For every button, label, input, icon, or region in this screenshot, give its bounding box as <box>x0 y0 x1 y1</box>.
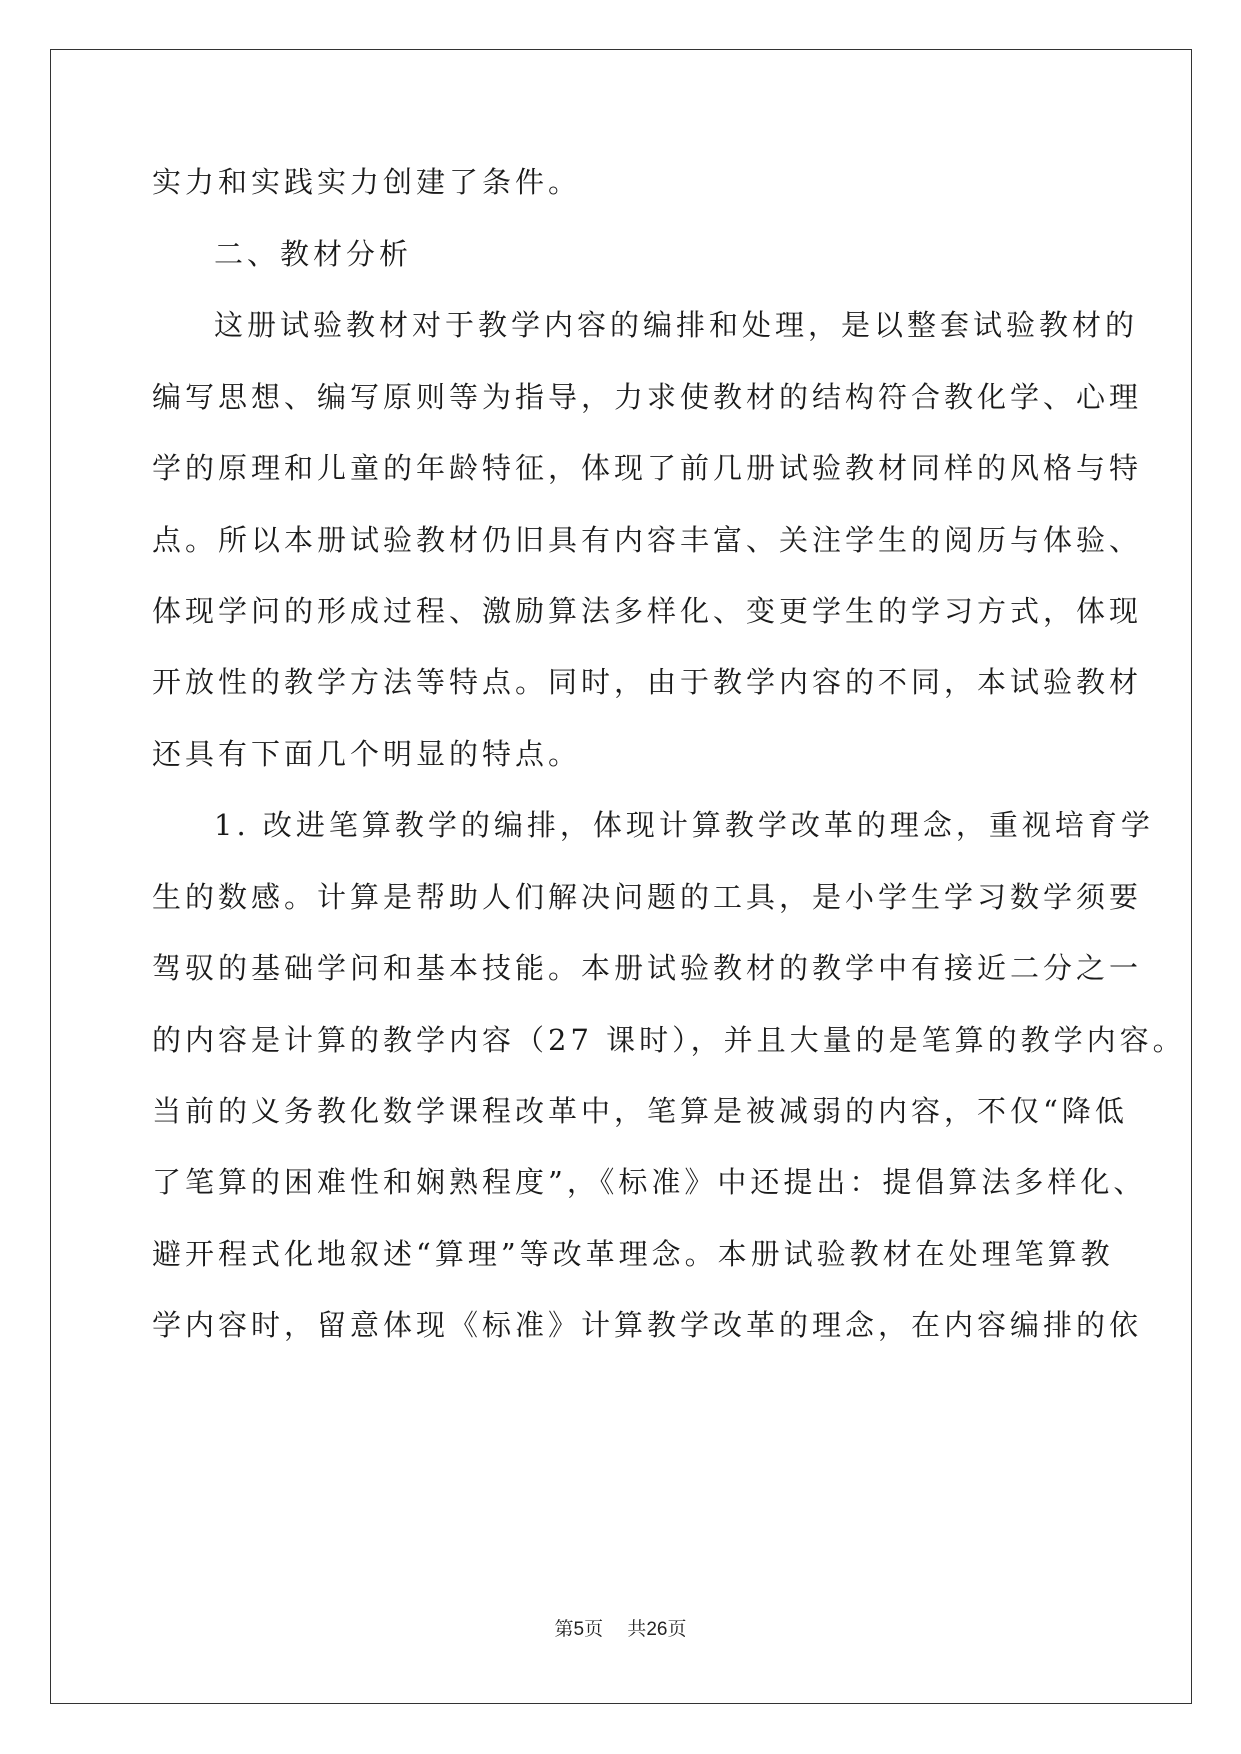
total-pages: 26 <box>646 1619 668 1640</box>
page-number: 5 <box>573 1619 585 1640</box>
text-line: 学内容时，留意体现《标准》计算教学改革的理念，在内容编排的依 <box>152 1308 1143 1342</box>
text-line: 学的原理和儿童的年龄特征，体现了前几册试验教材同样的风格与特 <box>152 451 1143 485</box>
text-line: 编写思想、编写原则等为指导，力求使教材的结构符合教化学、心理 <box>152 380 1143 414</box>
text-line: 生的数感。计算是帮助人们解决问题的工具，是小学生学习数学须要 <box>152 880 1143 914</box>
text-line: 实力和实践实力创建了条件。 <box>152 165 582 199</box>
footer-prefix: 第 <box>554 1618 574 1640</box>
footer-total-suffix: 页 <box>667 1618 687 1640</box>
text-line: 体现学问的形成过程、激励算法多样化、变更学生的学习方式，体现 <box>152 594 1143 628</box>
text-line: 驾驭的基础学问和基本技能。本册试验教材的教学中有接近二分之一 <box>152 951 1143 985</box>
page-footer <box>0 1614 1241 1641</box>
footer-total-prefix: 共 <box>627 1618 647 1640</box>
text-line: 的内容是计算的教学内容（27 课时），并且大量的是笔算的教学内容。 <box>152 1023 1186 1057</box>
text-line: 还具有下面几个明显的特点。 <box>152 737 582 771</box>
text-line: 1. 改进笔算教学的编排，体现计算教学改革的理念，重视培育学 <box>214 808 1154 842</box>
text-line: 这册试验教材对于教学内容的编排和处理，是以整套试验教材的 <box>214 308 1139 342</box>
text-line: 点。所以本册试验教材仍旧具有内容丰富、关注学生的阅历与体验、 <box>152 523 1143 557</box>
footer-page-suffix: 页 <box>584 1618 604 1640</box>
text-line: 当前的义务教化数学课程改革中，笔算是被减弱的内容，不仅“降低 <box>152 1094 1128 1128</box>
text-line: 避开程式化地叙述“算理”等改革理念。本册试验教材在处理笔算教 <box>152 1237 1114 1271</box>
text-line: 了笔算的困难性和娴熟程度”，《标准》中还提出：提倡算法多样化、 <box>152 1165 1147 1199</box>
text-line: 开放性的教学方法等特点。同时，由于教学内容的不同，本试验教材 <box>152 665 1143 699</box>
section-heading: 二、教材分析 <box>214 237 413 271</box>
